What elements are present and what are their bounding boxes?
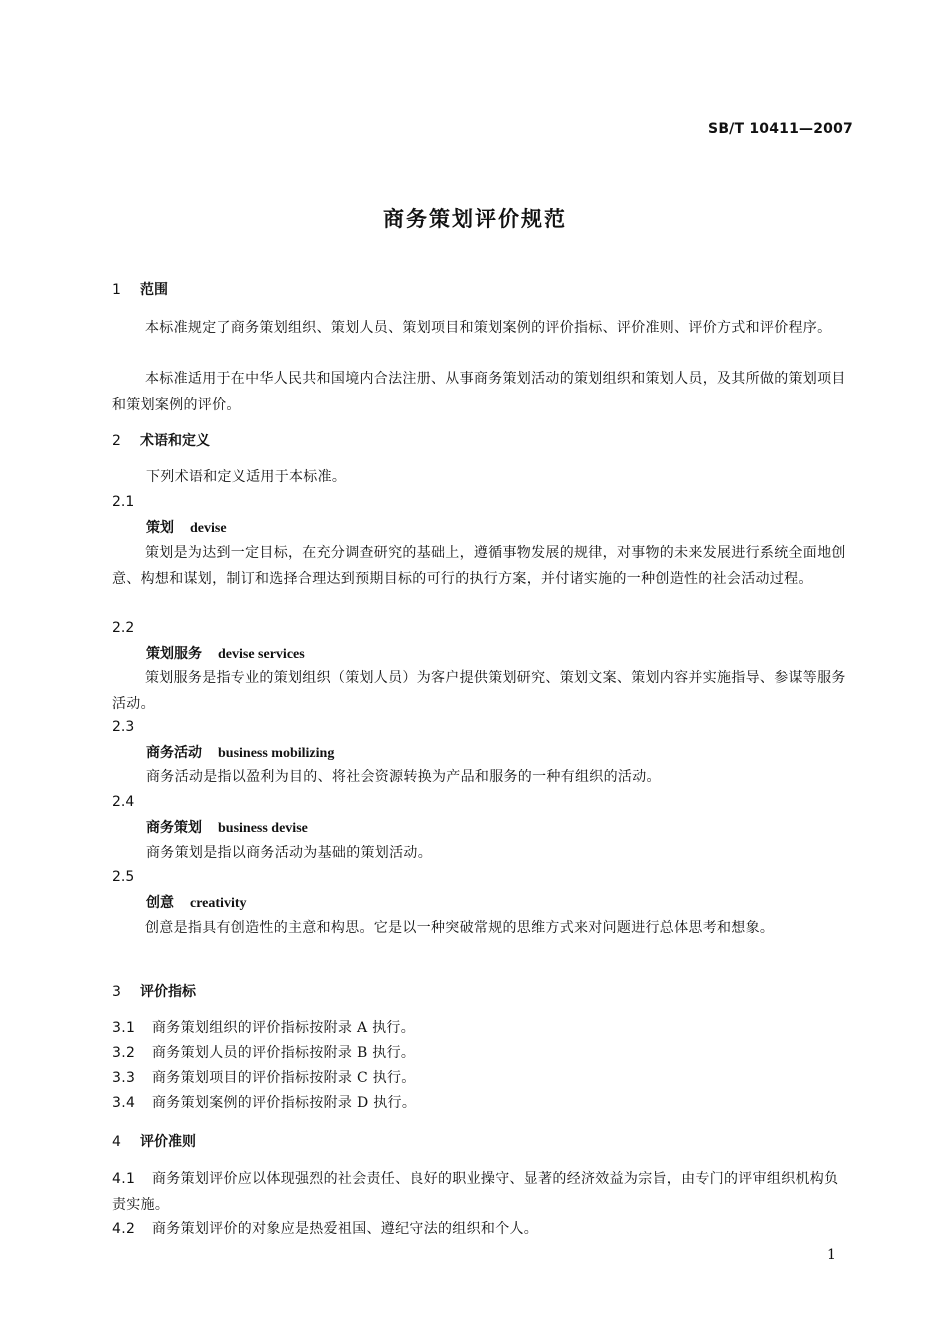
term-heading [146,643,305,663]
section-1-heading [112,279,168,299]
scope-paragraph-1: 本标准规定了商务策划组织、策划人员、策划项目和策划案例的评价指标、评价准则、评价方式和评价程序。 [145,320,832,336]
section-2-heading [112,430,210,450]
term-heading [146,817,308,837]
clause-text: 商务策划组织的评价指标按附录 A 执行。 [152,1020,416,1036]
term-definition: 策划是为达到一定目标，在充分调查研究的基础上，遵循事物发展的规律，对事物的未来发展进行系统全面地创意、构想和谋划，制订和选择合理达到预期目标的可行的执行方案，并付诸实施的一种创造性的社会活动过程。 [112,545,846,587]
clause-number: 3.3 [112,1070,136,1086]
section-4-heading [112,1131,196,1151]
term-zh: 创意 [146,895,174,911]
term-en: creativity [190,896,247,911]
clause-text: 商务策划评价应以体现强烈的社会责任、良好的职业操守、显著的经济效益为宗旨，由专门的评审组织机构负责实施。 [112,1171,839,1213]
section-number: 4 [112,1134,121,1150]
clause-text: 商务策划案例的评价指标按附录 D 执行。 [152,1095,417,1111]
clause-number: 3.4 [112,1095,136,1111]
term-zh: 策划服务 [146,646,202,662]
term-heading [146,742,334,762]
clause-number: 2.2 [112,620,135,636]
term-en: devise services [218,647,305,662]
clause-item [112,1216,538,1242]
clause-item [112,1015,415,1041]
section-number: 3 [112,984,121,1000]
term-en: devise [190,521,227,536]
clause-item [112,1166,852,1218]
term-en: business devise [218,821,308,836]
section-number: 2 [112,433,121,449]
clause-number: 3.2 [112,1045,136,1061]
term-zh: 商务活动 [146,745,202,761]
terms-intro: 下列术语和定义适用于本标准。 [146,469,347,485]
standard-code: SB/T 10411—2007 [708,121,853,137]
clause-number: 2.1 [112,494,135,510]
term-definition: 商务策划是指以商务活动为基础的策划活动。 [146,845,432,861]
clause-number: 2.5 [112,869,135,885]
term-heading [146,892,247,912]
section-3-heading [112,981,196,1001]
clause-number: 4.2 [112,1221,136,1237]
clause-text: 商务策划人员的评价指标按附录 B 执行。 [152,1045,416,1061]
term-heading [146,517,227,537]
clause-item [112,1065,416,1091]
term-zh: 商务策划 [146,820,202,836]
clause-number: 3.1 [112,1020,136,1036]
term-en: business mobilizing [218,746,335,761]
page-number: 1 [827,1247,836,1263]
section-title: 评价准则 [140,1134,196,1150]
term-definition: 商务活动是指以盈利为目的、将社会资源转换为产品和服务的一种有组织的活动。 [146,769,661,785]
section-number: 1 [112,282,121,298]
clause-number: 2.4 [112,794,135,810]
section-title: 评价指标 [140,984,196,1000]
term-definition: 创意是指具有创造性的主意和构思。它是以一种突破常规的思维方式来对问题进行总体思考和想象。 [145,920,775,936]
clause-number: 2.3 [112,719,135,735]
clause-item [112,1090,416,1116]
clause-text: 商务策划评价的对象应是热爱祖国、遵纪守法的组织和个人。 [152,1221,539,1237]
scope-paragraph-2: 本标准适用于在中华人民共和国境内合法注册、从事商务策划活动的策划组织和策划人员，及其所做的策划项目和策划案例的评价。 [112,371,846,413]
clause-text: 商务策划项目的评价指标按附录 C 执行。 [152,1070,416,1086]
term-zh: 策划 [146,520,174,536]
term-definition: 策划服务是指专业的策划组织（策划人员）为客户提供策划研究、策划文案、策划内容并实施指导、参谋等服务活动。 [112,670,846,712]
clause-number: 4.1 [112,1171,136,1187]
section-title: 范围 [140,282,168,298]
clause-item [112,1040,415,1066]
section-title: 术语和定义 [140,433,210,449]
document-title: 商务策划评价规范 [383,207,567,231]
